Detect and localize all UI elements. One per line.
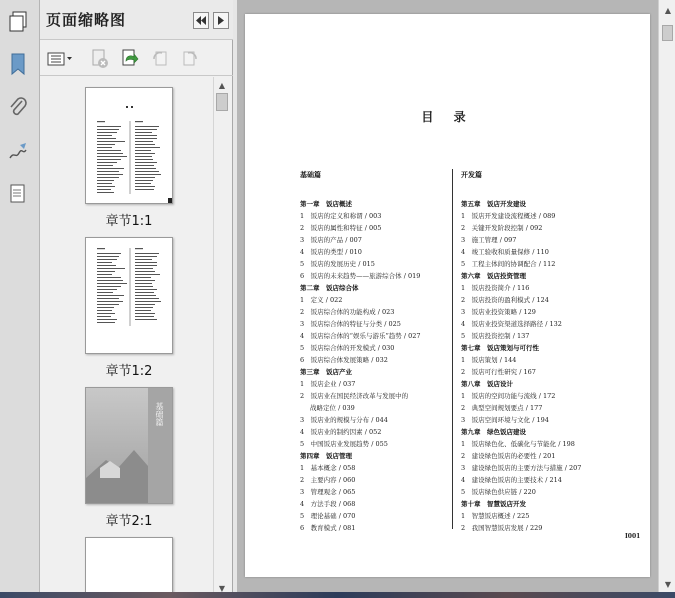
toc-entry: 2 建设绿色饭店的必要性 / 201 bbox=[461, 452, 556, 460]
toc-chapter-heading: 第十章 智慧饭店开发 bbox=[461, 500, 526, 508]
options-menu-icon[interactable] bbox=[46, 48, 74, 70]
toc-entry: 2 饭店综合体的功能构成 / 023 bbox=[300, 308, 395, 316]
toc-entry: 5 中国饭店业发展趋势 / 055 bbox=[300, 440, 388, 448]
bookmark-icon[interactable] bbox=[4, 50, 32, 78]
toc-left-column bbox=[300, 169, 460, 534]
page-thumbnails-panel bbox=[40, 0, 233, 598]
toc-entry: 4 饭店的类型 / 010 bbox=[300, 248, 362, 256]
toc-entry: 4 饭店业投资渠道选择路径 / 132 bbox=[461, 320, 562, 328]
toc-entry: 4 饭店业的制约因素 / 052 bbox=[300, 428, 382, 436]
toc-entry: 1 饭店绿色化、低碳化与节能化 / 198 bbox=[461, 440, 575, 448]
toc-entry: 1 饭店的定义和称谓 / 003 bbox=[300, 212, 382, 220]
toc-entry: 2 饭店的属性和特征 / 005 bbox=[300, 224, 382, 232]
thumbnail-2-preview bbox=[86, 238, 173, 354]
scroll-up-icon[interactable]: ▲ bbox=[218, 80, 226, 90]
toc-right-column bbox=[461, 169, 621, 534]
toc-entry: 2 饭店业在国民经济改革与发展中的 bbox=[300, 392, 409, 400]
toc-entry: 1 饭店投资简介 / 116 bbox=[461, 284, 530, 292]
toc-entry: 6 饭店的未来趋势——旅游综合体 / 019 bbox=[300, 272, 421, 280]
scroll-down-icon[interactable]: ▼ bbox=[218, 583, 226, 593]
toc-chapter-heading: 第七章 饭店策划与可行性 bbox=[461, 344, 539, 352]
toc-entry: 3 饭店空间环境与文化 / 194 bbox=[461, 416, 549, 424]
toc-entry: 1 定义 / 022 bbox=[300, 296, 343, 304]
toc-entry: 6 饭店综合体发展策略 / 032 bbox=[300, 356, 388, 364]
toc-entry: 2 典型空间规划要点 / 177 bbox=[461, 404, 543, 412]
toc-chapter-heading: 第一章 饭店概述 bbox=[300, 200, 352, 208]
toc-right-lines bbox=[461, 198, 621, 534]
thumbnail-1-label: 章节1:1 bbox=[105, 214, 153, 229]
page-thumbnail-2[interactable] bbox=[85, 237, 173, 354]
toc-chapter-heading: 第六章 饭店投资管理 bbox=[461, 272, 526, 280]
toc-entry: 2 饭店可行性研究 / 167 bbox=[461, 368, 536, 376]
navigation-rail bbox=[0, 0, 40, 598]
thumbnail-1-preview bbox=[86, 88, 173, 204]
panel-title: 页面缩略图 bbox=[46, 11, 127, 29]
toc-entry: 3 饭店综合体的特征与分类 / 025 bbox=[300, 320, 401, 328]
page-thumbnails-icon[interactable] bbox=[4, 8, 32, 36]
thumbnail-2-label: 章节1:2 bbox=[105, 364, 153, 379]
page-number: I001 bbox=[625, 533, 641, 540]
toc-entry: 3 施工管理 / 097 bbox=[461, 236, 517, 244]
document-viewport bbox=[237, 0, 658, 598]
toc-entry: 1 基本概念 / 058 bbox=[300, 464, 356, 472]
toc-entry: 战略定位 / 039 bbox=[310, 404, 355, 412]
toc-chapter-heading: 第九章 绿色饭店建设 bbox=[461, 428, 526, 436]
page-thumbnail-1[interactable] bbox=[85, 87, 173, 204]
page-thumbnail-3[interactable] bbox=[85, 387, 173, 504]
part-title-left: 基础篇 bbox=[300, 170, 321, 179]
rotate-left-icon[interactable] bbox=[149, 48, 171, 70]
toc-entry: 2 关键开发阶段控制 / 092 bbox=[461, 224, 543, 232]
signature-icon[interactable] bbox=[4, 138, 32, 166]
toc-left-lines bbox=[300, 198, 460, 534]
toc-entry: 3 饭店的产品 / 007 bbox=[300, 236, 362, 244]
taskbar-strip bbox=[0, 592, 675, 598]
toc-entry: 4 方法手段 / 068 bbox=[300, 500, 356, 508]
delete-page-icon[interactable] bbox=[89, 48, 111, 70]
thumbnail-toolbar bbox=[40, 40, 233, 76]
toc-entry: 5 理论基础 / 070 bbox=[300, 512, 356, 520]
document-page bbox=[245, 14, 650, 577]
thumbnail-3-cover-text: 基础篇 bbox=[155, 402, 164, 426]
doc-scroll-up-icon[interactable]: ▲ bbox=[664, 5, 672, 15]
thumbnail-list bbox=[40, 77, 213, 597]
attachment-icon[interactable] bbox=[4, 94, 32, 122]
toc-entry: 1 智慧饭店概述 / 225 bbox=[461, 512, 530, 520]
panel-header bbox=[40, 0, 233, 40]
toc-entry: 5 饭店绿色供应链 / 220 bbox=[461, 488, 536, 496]
column-divider bbox=[452, 169, 453, 529]
toc-entry: 2 饭店投资的盈利模式 / 124 bbox=[461, 296, 549, 304]
toc-entry: 1 饭店开发建设流程概述 / 089 bbox=[461, 212, 556, 220]
toc-entry: 4 建设绿色饭店的主要技术 / 214 bbox=[461, 476, 562, 484]
page-layers-icon[interactable] bbox=[4, 180, 32, 208]
thumbnail-scrollbar[interactable] bbox=[213, 77, 230, 597]
toc-entry: 4 饭店综合体的“娱乐与游乐”趋势 / 027 bbox=[300, 332, 421, 340]
toc-entry: 5 饭店投资控制 / 137 bbox=[461, 332, 530, 340]
toc-entry: 4 竣工验收和质量保修 / 110 bbox=[461, 248, 549, 256]
toc-entry: 2 主要内容 / 060 bbox=[300, 476, 356, 484]
toc-chapter-heading: 第八章 饭店设计 bbox=[461, 380, 513, 388]
toc-entry: 3 饭店业的规模与分布 / 044 bbox=[300, 416, 388, 424]
chevron-right-icon[interactable] bbox=[213, 12, 229, 29]
toc-chapter-heading: 第二章 饭店综合体 bbox=[300, 284, 359, 292]
toc-entry: 6 教育模式 / 081 bbox=[300, 524, 356, 532]
toc-chapter-heading: 第五章 饭店开发建设 bbox=[461, 200, 526, 208]
page-thumbnail-4[interactable] bbox=[85, 537, 173, 597]
toc-entry: 3 饭店业投资策略 / 129 bbox=[461, 308, 536, 316]
toc-entry: 1 饭店企业 / 037 bbox=[300, 380, 356, 388]
toc-entry: 3 管理观念 / 065 bbox=[300, 488, 356, 496]
document-scrollbar[interactable] bbox=[658, 0, 675, 598]
toc-title: 目 录 bbox=[421, 110, 474, 124]
insert-page-icon[interactable] bbox=[119, 48, 141, 70]
doc-scrollbar-thumb[interactable] bbox=[662, 25, 673, 41]
toc-entry: 1 饭店的空间功能与流线 / 172 bbox=[461, 392, 556, 400]
scrollbar-thumb[interactable] bbox=[216, 93, 228, 111]
toc-entry: 1 饭店策划 / 144 bbox=[461, 356, 517, 364]
toc-chapter-heading: 第四章 饭店管理 bbox=[300, 452, 352, 460]
doc-scroll-down-icon[interactable]: ▼ bbox=[664, 579, 672, 589]
thumbnail-3-label: 章节2:1 bbox=[105, 514, 153, 529]
toc-entry: 3 建设绿色饭店的主要方法与措施 / 207 bbox=[461, 464, 582, 472]
toc-chapter-heading: 第三章 饭店产业 bbox=[300, 368, 352, 376]
toc-entry: 5 饭店的发展历史 / 015 bbox=[300, 260, 375, 268]
toc-entry: 5 饭店综合体的开发模式 / 030 bbox=[300, 344, 395, 352]
part-title-right: 开发篇 bbox=[461, 170, 482, 179]
rotate-right-icon[interactable] bbox=[179, 48, 201, 70]
toc-entry: 5 工程主体间的协调配合 / 112 bbox=[461, 260, 556, 268]
toc-entry: 2 我国智慧饭店发展 / 229 bbox=[461, 524, 543, 532]
double-chevron-left-icon[interactable] bbox=[193, 12, 209, 29]
